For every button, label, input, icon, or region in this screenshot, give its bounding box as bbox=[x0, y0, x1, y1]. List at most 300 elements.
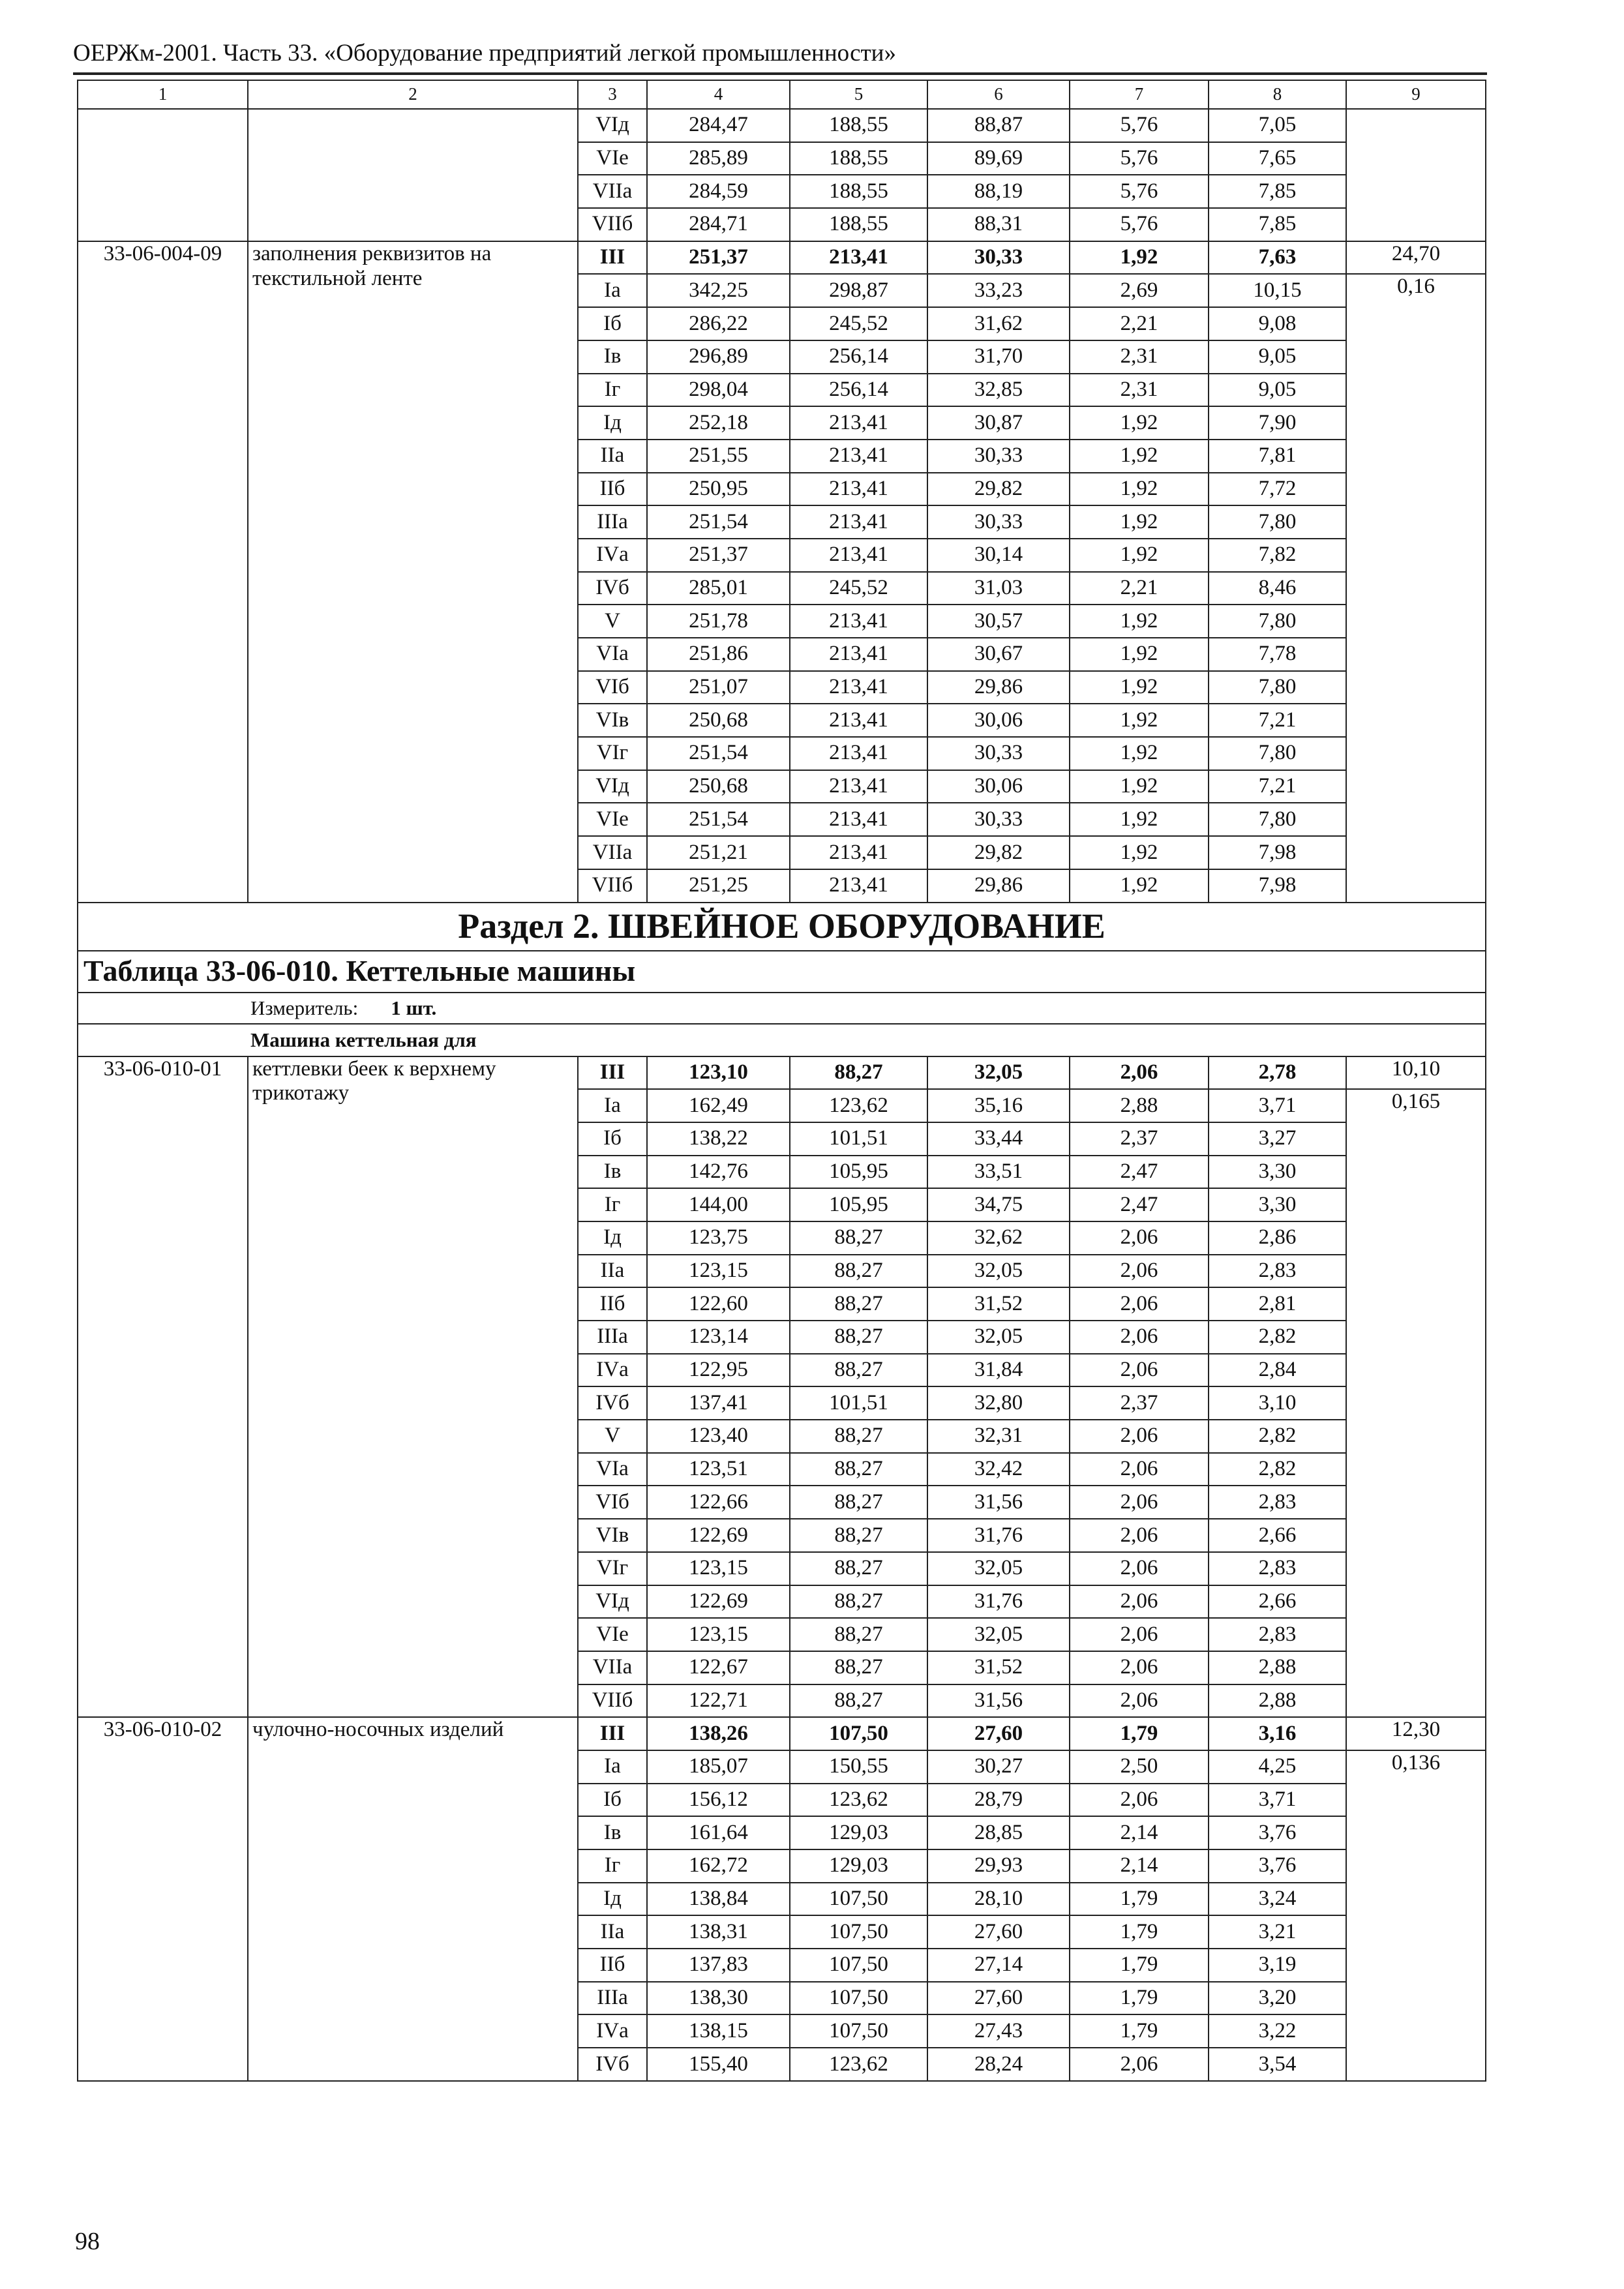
value-cell: 31,76 bbox=[927, 1585, 1070, 1619]
item-name: заполнения реквизитов на текстильной ленте bbox=[248, 241, 578, 903]
value-cell: 1,92 bbox=[1070, 770, 1209, 803]
value-cell: 31,70 bbox=[927, 340, 1070, 374]
value-cell: 7,65 bbox=[1209, 142, 1346, 175]
zone-cell: VIIа bbox=[578, 1651, 647, 1684]
value-cell: 1,92 bbox=[1070, 440, 1209, 473]
value-cell: 213,41 bbox=[790, 671, 927, 704]
value-cell: 185,07 bbox=[647, 1750, 790, 1784]
zone-cell: VIа bbox=[578, 638, 647, 671]
value-cell: 31,56 bbox=[927, 1684, 1070, 1718]
value-cell: 1,92 bbox=[1070, 605, 1209, 638]
value-cell: 30,06 bbox=[927, 704, 1070, 737]
value-cell: 7,85 bbox=[1209, 175, 1346, 208]
column9-value: 24,70 bbox=[1346, 241, 1486, 275]
value-cell: 2,06 bbox=[1070, 1784, 1209, 1817]
value-cell: 7,78 bbox=[1209, 638, 1346, 671]
zone-cell: VIе bbox=[578, 142, 647, 175]
zone-cell: VIг bbox=[578, 737, 647, 770]
value-cell: 1,92 bbox=[1070, 803, 1209, 836]
value-cell: 129,03 bbox=[790, 1849, 927, 1883]
value-cell: 122,67 bbox=[647, 1651, 790, 1684]
value-cell: 256,14 bbox=[790, 340, 927, 374]
zone-cell: VIIб bbox=[578, 208, 647, 241]
value-cell: 3,71 bbox=[1209, 1089, 1346, 1122]
value-cell: 2,88 bbox=[1070, 1089, 1209, 1122]
value-cell: 9,05 bbox=[1209, 374, 1346, 407]
value-cell: 251,07 bbox=[647, 671, 790, 704]
value-cell: 10,15 bbox=[1209, 274, 1346, 307]
value-cell: 2,06 bbox=[1070, 2048, 1209, 2081]
value-cell: 122,69 bbox=[647, 1585, 790, 1619]
value-cell: 123,75 bbox=[647, 1221, 790, 1255]
value-cell: 285,89 bbox=[647, 142, 790, 175]
value-cell: 2,69 bbox=[1070, 274, 1209, 307]
value-cell: 213,41 bbox=[790, 539, 927, 572]
value-cell: 251,54 bbox=[647, 803, 790, 836]
value-cell: 213,41 bbox=[790, 869, 927, 903]
column-number: 2 bbox=[248, 80, 578, 109]
value-cell: 1,79 bbox=[1070, 1883, 1209, 1916]
zone-cell: IIа bbox=[578, 1255, 647, 1288]
value-cell: 33,44 bbox=[927, 1122, 1070, 1156]
value-cell: 88,27 bbox=[790, 1453, 927, 1486]
value-cell: 88,27 bbox=[790, 1056, 927, 1090]
value-cell: 213,41 bbox=[790, 440, 927, 473]
value-cell: 250,68 bbox=[647, 704, 790, 737]
value-cell: 162,49 bbox=[647, 1089, 790, 1122]
value-cell: 2,06 bbox=[1070, 1354, 1209, 1387]
value-cell: 29,86 bbox=[927, 671, 1070, 704]
value-cell: 30,67 bbox=[927, 638, 1070, 671]
value-cell: 5,76 bbox=[1070, 208, 1209, 241]
value-cell: 251,86 bbox=[647, 638, 790, 671]
value-cell: 2,21 bbox=[1070, 572, 1209, 605]
column9-value: 0,165 bbox=[1346, 1089, 1486, 1717]
value-cell: 27,14 bbox=[927, 1949, 1070, 1982]
item-code: 33-06-010-01 bbox=[78, 1056, 248, 1718]
value-cell: 31,03 bbox=[927, 572, 1070, 605]
value-cell: 123,51 bbox=[647, 1453, 790, 1486]
value-cell: 150,55 bbox=[790, 1750, 927, 1784]
value-cell: 2,31 bbox=[1070, 340, 1209, 374]
value-cell: 7,98 bbox=[1209, 836, 1346, 869]
value-cell: 30,57 bbox=[927, 605, 1070, 638]
value-cell: 2,83 bbox=[1209, 1618, 1346, 1651]
item-name: кеттлевки беек к верхнему трикотажу bbox=[248, 1056, 578, 1718]
zone-cell: Iб bbox=[578, 1122, 647, 1156]
value-cell: 1,92 bbox=[1070, 704, 1209, 737]
value-cell: 213,41 bbox=[790, 241, 927, 275]
value-cell: 30,33 bbox=[927, 737, 1070, 770]
value-cell: 188,55 bbox=[790, 109, 927, 142]
value-cell: 2,06 bbox=[1070, 1486, 1209, 1519]
value-cell: 88,27 bbox=[790, 1287, 927, 1321]
zone-cell: III bbox=[578, 1717, 647, 1750]
value-cell: 34,75 bbox=[927, 1188, 1070, 1221]
item-code bbox=[78, 109, 248, 241]
value-cell: 32,05 bbox=[927, 1056, 1070, 1090]
value-cell: 31,52 bbox=[927, 1651, 1070, 1684]
value-cell: 2,82 bbox=[1209, 1420, 1346, 1453]
value-cell: 30,06 bbox=[927, 770, 1070, 803]
value-cell: 3,71 bbox=[1209, 1784, 1346, 1817]
value-cell: 284,47 bbox=[647, 109, 790, 142]
value-cell: 32,05 bbox=[927, 1321, 1070, 1354]
value-cell: 213,41 bbox=[790, 770, 927, 803]
value-cell: 2,14 bbox=[1070, 1849, 1209, 1883]
value-cell: 342,25 bbox=[647, 274, 790, 307]
column-number: 7 bbox=[1070, 80, 1209, 109]
section-heading bbox=[78, 903, 1486, 951]
value-cell: 5,76 bbox=[1070, 109, 1209, 142]
column-number: 5 bbox=[790, 80, 927, 109]
value-cell: 122,95 bbox=[647, 1354, 790, 1387]
value-cell: 32,62 bbox=[927, 1221, 1070, 1255]
value-cell: 9,08 bbox=[1209, 307, 1346, 340]
value-cell: 2,06 bbox=[1070, 1651, 1209, 1684]
value-cell: 30,33 bbox=[927, 803, 1070, 836]
value-cell: 7,80 bbox=[1209, 737, 1346, 770]
value-cell: 29,82 bbox=[927, 836, 1070, 869]
column-number: 9 bbox=[1346, 80, 1486, 109]
value-cell: 213,41 bbox=[790, 505, 927, 539]
value-cell: 144,00 bbox=[647, 1188, 790, 1221]
value-cell: 156,12 bbox=[647, 1784, 790, 1817]
value-cell: 123,14 bbox=[647, 1321, 790, 1354]
zone-cell: V bbox=[578, 605, 647, 638]
value-cell: 256,14 bbox=[790, 374, 927, 407]
value-cell: 30,87 bbox=[927, 406, 1070, 440]
zone-cell: IIIа bbox=[578, 1321, 647, 1354]
value-cell: 2,06 bbox=[1070, 1321, 1209, 1354]
value-cell: 2,81 bbox=[1209, 1287, 1346, 1321]
value-cell: 296,89 bbox=[647, 340, 790, 374]
value-cell: 30,27 bbox=[927, 1750, 1070, 1784]
value-cell: 33,23 bbox=[927, 274, 1070, 307]
value-cell: 3,30 bbox=[1209, 1156, 1346, 1189]
value-cell: 123,62 bbox=[790, 1784, 927, 1817]
value-cell: 2,37 bbox=[1070, 1122, 1209, 1156]
value-cell: 162,72 bbox=[647, 1849, 790, 1883]
value-cell: 122,60 bbox=[647, 1287, 790, 1321]
value-cell: 2,66 bbox=[1209, 1585, 1346, 1619]
value-cell: 213,41 bbox=[790, 737, 927, 770]
zone-cell: VIд bbox=[578, 770, 647, 803]
zone-cell: Iа bbox=[578, 1750, 647, 1784]
value-cell: 7,80 bbox=[1209, 671, 1346, 704]
table-heading bbox=[78, 951, 1486, 993]
value-cell: 88,27 bbox=[790, 1486, 927, 1519]
value-cell: 3,21 bbox=[1209, 1915, 1346, 1949]
value-cell: 5,76 bbox=[1070, 142, 1209, 175]
table-body bbox=[78, 80, 1486, 2081]
machine-row-cell bbox=[78, 1024, 1486, 1056]
value-cell: 2,06 bbox=[1070, 1585, 1209, 1619]
column-number: 1 bbox=[78, 80, 248, 109]
value-cell: 251,21 bbox=[647, 836, 790, 869]
value-cell: 138,30 bbox=[647, 1982, 790, 2015]
meter-value: 1 шт. bbox=[391, 996, 437, 1019]
value-cell: 245,52 bbox=[790, 307, 927, 340]
zone-cell: VIд bbox=[578, 109, 647, 142]
value-cell: 3,20 bbox=[1209, 1982, 1346, 2015]
value-cell: 2,50 bbox=[1070, 1750, 1209, 1784]
value-cell: 8,46 bbox=[1209, 572, 1346, 605]
zone-cell: Iв bbox=[578, 340, 647, 374]
zone-cell: IVб bbox=[578, 2048, 647, 2081]
value-cell: 123,15 bbox=[647, 1618, 790, 1651]
zone-cell: VIб bbox=[578, 671, 647, 704]
value-cell: 2,47 bbox=[1070, 1156, 1209, 1189]
value-cell: 30,33 bbox=[927, 440, 1070, 473]
value-cell: 3,27 bbox=[1209, 1122, 1346, 1156]
section-heading-cell bbox=[78, 903, 1486, 951]
value-cell: 285,01 bbox=[647, 572, 790, 605]
column9-value: 0,136 bbox=[1346, 1750, 1486, 2081]
value-cell: 31,52 bbox=[927, 1287, 1070, 1321]
value-cell: 4,25 bbox=[1209, 1750, 1346, 1784]
value-cell: 2,06 bbox=[1070, 1287, 1209, 1321]
value-cell: 213,41 bbox=[790, 704, 927, 737]
value-cell: 27,60 bbox=[927, 1915, 1070, 1949]
zone-cell: IIа bbox=[578, 1915, 647, 1949]
value-cell: 2,66 bbox=[1209, 1519, 1346, 1552]
value-cell: 1,79 bbox=[1070, 1982, 1209, 2015]
value-cell: 107,50 bbox=[790, 1717, 927, 1750]
zone-cell: Iд bbox=[578, 406, 647, 440]
value-cell: 2,88 bbox=[1209, 1651, 1346, 1684]
value-cell: 88,27 bbox=[790, 1321, 927, 1354]
value-cell: 123,15 bbox=[647, 1255, 790, 1288]
value-cell: 2,06 bbox=[1070, 1519, 1209, 1552]
value-cell: 3,16 bbox=[1209, 1717, 1346, 1750]
value-cell: 2,06 bbox=[1070, 1618, 1209, 1651]
zone-cell: IIIа bbox=[578, 505, 647, 539]
column-number: 4 bbox=[647, 80, 790, 109]
value-cell: 284,59 bbox=[647, 175, 790, 208]
value-cell: 32,31 bbox=[927, 1420, 1070, 1453]
zone-cell: VIд bbox=[578, 1585, 647, 1619]
value-cell: 1,92 bbox=[1070, 539, 1209, 572]
value-cell: 27,43 bbox=[927, 2014, 1070, 2048]
value-cell: 2,06 bbox=[1070, 1221, 1209, 1255]
value-cell: 31,76 bbox=[927, 1519, 1070, 1552]
zone-cell: IVа bbox=[578, 2014, 647, 2048]
zone-cell: V bbox=[578, 1420, 647, 1453]
section-title: Раздел 2. ШВЕЙНОЕ ОБОРУДОВАНИЕ bbox=[458, 906, 1105, 946]
column9-value: 0,16 bbox=[1346, 274, 1486, 902]
value-cell: 88,27 bbox=[790, 1552, 927, 1585]
meter-label: Измеритель: bbox=[250, 996, 359, 1019]
value-cell: 2,47 bbox=[1070, 1188, 1209, 1221]
value-cell: 188,55 bbox=[790, 142, 927, 175]
zone-cell: VIб bbox=[578, 1486, 647, 1519]
value-cell: 137,41 bbox=[647, 1386, 790, 1420]
meter-row bbox=[78, 993, 1486, 1024]
zone-cell: IIб bbox=[578, 473, 647, 506]
zone-cell: Iб bbox=[578, 1784, 647, 1817]
column9-value: 10,10 bbox=[1346, 1056, 1486, 1090]
zone-cell: IVа bbox=[578, 539, 647, 572]
value-cell: 31,62 bbox=[927, 307, 1070, 340]
value-cell: 2,88 bbox=[1209, 1684, 1346, 1718]
table-heading-cell bbox=[78, 951, 1486, 993]
zone-cell: VIIа bbox=[578, 175, 647, 208]
zone-cell: Iа bbox=[578, 1089, 647, 1122]
table-row bbox=[78, 1717, 1486, 1750]
value-cell: 251,55 bbox=[647, 440, 790, 473]
value-cell: 7,21 bbox=[1209, 770, 1346, 803]
value-cell: 7,90 bbox=[1209, 406, 1346, 440]
value-cell: 1,92 bbox=[1070, 406, 1209, 440]
value-cell: 2,31 bbox=[1070, 374, 1209, 407]
value-cell: 1,79 bbox=[1070, 1915, 1209, 1949]
value-cell: 213,41 bbox=[790, 406, 927, 440]
value-cell: 7,82 bbox=[1209, 539, 1346, 572]
value-cell: 1,79 bbox=[1070, 1949, 1209, 1982]
value-cell: 88,19 bbox=[927, 175, 1070, 208]
value-cell: 251,54 bbox=[647, 737, 790, 770]
value-cell: 88,27 bbox=[790, 1420, 927, 1453]
value-cell: 251,25 bbox=[647, 869, 790, 903]
value-cell: 3,19 bbox=[1209, 1949, 1346, 1982]
value-cell: 123,62 bbox=[790, 2048, 927, 2081]
value-cell: 29,86 bbox=[927, 869, 1070, 903]
zone-cell: Iб bbox=[578, 307, 647, 340]
value-cell: 1,79 bbox=[1070, 1717, 1209, 1750]
column-number: 3 bbox=[578, 80, 647, 109]
value-cell: 88,87 bbox=[927, 109, 1070, 142]
value-cell: 28,79 bbox=[927, 1784, 1070, 1817]
zone-cell: III bbox=[578, 241, 647, 275]
value-cell: 107,50 bbox=[790, 1883, 927, 1916]
value-cell: 30,33 bbox=[927, 241, 1070, 275]
value-cell: 2,86 bbox=[1209, 1221, 1346, 1255]
value-cell: 32,42 bbox=[927, 1453, 1070, 1486]
column-number: 6 bbox=[927, 80, 1070, 109]
zone-cell: VIIа bbox=[578, 836, 647, 869]
value-cell: 284,71 bbox=[647, 208, 790, 241]
value-cell: 32,80 bbox=[927, 1386, 1070, 1420]
value-cell: 101,51 bbox=[790, 1386, 927, 1420]
zone-cell: IVа bbox=[578, 1354, 647, 1387]
value-cell: 2,82 bbox=[1209, 1453, 1346, 1486]
value-cell: 123,10 bbox=[647, 1056, 790, 1090]
value-cell: 29,82 bbox=[927, 473, 1070, 506]
value-cell: 27,60 bbox=[927, 1982, 1070, 2015]
value-cell: 2,84 bbox=[1209, 1354, 1346, 1387]
value-cell: 123,62 bbox=[790, 1089, 927, 1122]
value-cell: 251,54 bbox=[647, 505, 790, 539]
value-cell: 33,51 bbox=[927, 1156, 1070, 1189]
value-cell: 2,06 bbox=[1070, 1552, 1209, 1585]
value-cell: 122,71 bbox=[647, 1684, 790, 1718]
value-cell: 2,83 bbox=[1209, 1552, 1346, 1585]
value-cell: 31,56 bbox=[927, 1486, 1070, 1519]
zone-cell: VIе bbox=[578, 803, 647, 836]
value-cell: 298,04 bbox=[647, 374, 790, 407]
value-cell: 188,55 bbox=[790, 208, 927, 241]
value-cell: 88,27 bbox=[790, 1585, 927, 1619]
value-cell: 3,54 bbox=[1209, 2048, 1346, 2081]
machine-row bbox=[78, 1024, 1486, 1056]
zone-cell: Iв bbox=[578, 1816, 647, 1849]
value-cell: 122,66 bbox=[647, 1486, 790, 1519]
table-row bbox=[78, 1056, 1486, 1090]
value-cell: 88,31 bbox=[927, 208, 1070, 241]
value-cell: 161,64 bbox=[647, 1816, 790, 1849]
value-cell: 250,68 bbox=[647, 770, 790, 803]
item-code: 33-06-010-02 bbox=[78, 1717, 248, 2081]
value-cell: 88,27 bbox=[790, 1651, 927, 1684]
value-cell: 35,16 bbox=[927, 1089, 1070, 1122]
zone-cell: VIв bbox=[578, 704, 647, 737]
zone-cell: VIа bbox=[578, 1453, 647, 1486]
value-cell: 122,69 bbox=[647, 1519, 790, 1552]
value-cell: 101,51 bbox=[790, 1122, 927, 1156]
zone-cell: Iа bbox=[578, 274, 647, 307]
value-cell: 105,95 bbox=[790, 1188, 927, 1221]
value-cell: 138,31 bbox=[647, 1915, 790, 1949]
value-cell: 3,22 bbox=[1209, 2014, 1346, 2048]
value-cell: 28,85 bbox=[927, 1816, 1070, 1849]
value-cell: 123,40 bbox=[647, 1420, 790, 1453]
value-cell: 29,93 bbox=[927, 1849, 1070, 1883]
value-cell: 32,05 bbox=[927, 1618, 1070, 1651]
value-cell: 2,82 bbox=[1209, 1321, 1346, 1354]
value-cell: 88,27 bbox=[790, 1684, 927, 1718]
zone-cell: IVб bbox=[578, 1386, 647, 1420]
value-cell: 27,60 bbox=[927, 1717, 1070, 1750]
value-cell: 286,22 bbox=[647, 307, 790, 340]
zone-cell: IIб bbox=[578, 1287, 647, 1321]
value-cell: 1,92 bbox=[1070, 836, 1209, 869]
value-cell: 1,92 bbox=[1070, 638, 1209, 671]
value-cell: 1,92 bbox=[1070, 737, 1209, 770]
value-cell: 105,95 bbox=[790, 1156, 927, 1189]
zone-cell: VIIб bbox=[578, 1684, 647, 1718]
table-title: Таблица 33-06-010. Кеттельные машины bbox=[83, 954, 636, 988]
value-cell: 7,98 bbox=[1209, 869, 1346, 903]
value-cell: 213,41 bbox=[790, 638, 927, 671]
value-cell: 88,27 bbox=[790, 1221, 927, 1255]
value-cell: 7,05 bbox=[1209, 109, 1346, 142]
zone-cell: IIб bbox=[578, 1949, 647, 1982]
zone-cell: IVб bbox=[578, 572, 647, 605]
value-cell: 7,81 bbox=[1209, 440, 1346, 473]
value-cell: 245,52 bbox=[790, 572, 927, 605]
value-cell: 30,14 bbox=[927, 539, 1070, 572]
page-header: ОЕРЖм-2001. Часть 33. «Оборудование предприятий легкой промышленности» bbox=[73, 40, 896, 67]
zone-cell: VIг bbox=[578, 1552, 647, 1585]
column9-value: 12,30 bbox=[1346, 1717, 1486, 1750]
value-cell: 2,37 bbox=[1070, 1386, 1209, 1420]
value-cell: 1,79 bbox=[1070, 2014, 1209, 2048]
value-cell: 107,50 bbox=[790, 1949, 927, 1982]
value-cell: 138,26 bbox=[647, 1717, 790, 1750]
value-cell: 250,95 bbox=[647, 473, 790, 506]
zone-cell: Iг bbox=[578, 374, 647, 407]
value-cell: 3,76 bbox=[1209, 1849, 1346, 1883]
column-numbers-row bbox=[78, 80, 1486, 109]
value-cell: 107,50 bbox=[790, 1915, 927, 1949]
table-row bbox=[78, 241, 1486, 275]
value-cell: 213,41 bbox=[790, 605, 927, 638]
value-cell: 7,72 bbox=[1209, 473, 1346, 506]
zone-cell: VIе bbox=[578, 1618, 647, 1651]
value-cell: 213,41 bbox=[790, 836, 927, 869]
value-cell: 7,80 bbox=[1209, 605, 1346, 638]
